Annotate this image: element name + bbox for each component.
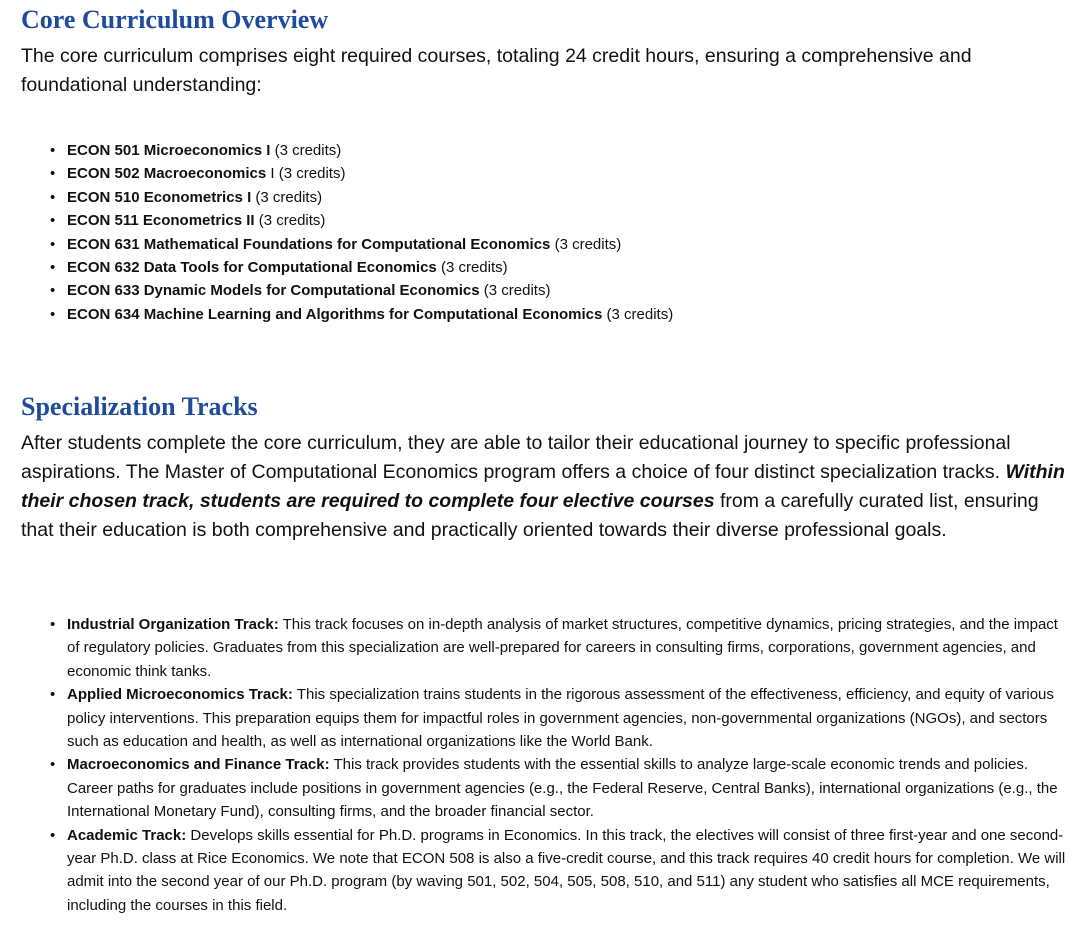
track-description: Develops skills essential for Ph.D. programs in Economics. In this track, the electives will consist of three first-year and one second-year Ph.D. class at Rice Economics. We note that ECON 508 is also a five-credit course, and this track requires 40 credit hours for completion. We will admit into the second year of our Ph.D. program (by waving 501, 502, 504, 505, 508, 510, and 511) any student who satisfies all MCE requirements, including the courses in this field. [67,826,1066,914]
bullet-icon: • [50,188,56,206]
track-description: This specialization trains students in the rigorous assessment of the effectiveness, efficiency, and equity of various policy interventions. This preparation equips them for impactful roles in government agencies, non-governmental organizations (NGOs), and sectors such as education and health, as well as international organizations like the World Bank. [67,686,1054,751]
bullet-icon: • [50,616,56,633]
specialization-intro-text: After students complete the core curriculum, they are able to tailor their educational journey to specific professional aspirations. The Master of Computational Economics program offers a choice of four distinct specialization tracks. [21,432,1011,483]
bullet-icon: • [50,826,56,844]
bullet-icon: • [50,756,56,774]
track-item [21,683,1073,753]
core-curriculum-heading: Core Curriculum Overview [21,5,329,34]
bullet-icon: • [50,282,56,300]
course-credits: (3 credits) [440,259,508,277]
course-item [21,256,673,279]
specialization-intro [21,429,1071,545]
course-name: ECON 634 Machine Learning and Algorithms for Computational Economics [67,305,603,323]
track-name: Academic Track: [67,826,187,844]
bullet-icon: • [50,259,56,277]
track-description: This track focuses on in-depth analysis of market structures, competitive dynamics, pricing strategies, and the impact of regulatory policies. Graduates from this specialization are well-prepared for careers in consulting firms, corporations, government agencies, and economic think tanks. [67,616,1058,680]
course-name: ECON 510 Econometrics I [67,188,252,206]
course-credits: (3 credits) [258,212,326,230]
bullet-icon: • [50,305,56,323]
bullet-icon: • [50,212,56,230]
track-description: This track provides students with the essential skills to analyze large-scale economic trends and policies. Career paths for graduates include positions in government agencies (e.g., the Federal Reserve, Central Banks), international organizations (e.g., the International Monetary Fund), consulting firms, and the broader financial sector. [67,756,1058,821]
bullet-icon: • [50,142,56,159]
course-name: ECON 502 Macroeconomics [67,165,267,183]
course-item [21,139,673,162]
course-item [21,303,673,326]
course-credits: (3 credits) [274,142,342,159]
course-credits: (3 credits) [483,282,551,300]
track-item [21,613,1073,683]
course-name: ECON 632 Data Tools for Computational Economics [67,259,437,277]
course-item [21,279,673,302]
course-item [21,186,673,209]
core-curriculum-intro: The core curriculum comprises eight required courses, totaling 24 credit hours, ensuring a comprehensive and foundational understanding: [21,45,972,96]
bullet-icon: • [50,235,56,253]
track-name: Macroeconomics and Finance Track: [67,756,330,774]
course-credits: (3 credits) [255,188,323,206]
course-name: ECON 501 Microeconomics I [67,142,271,159]
specialization-tracks-heading: Specialization Tracks [21,392,258,421]
track-name: Industrial Organization Track: [67,616,279,633]
course-item [21,162,673,185]
course-name: ECON 633 Dynamic Models for Computational Economics [67,282,480,300]
track-item [21,753,1073,823]
course-item [21,209,673,232]
specialization-intro-emphasis: Within their chosen track, students are required to complete four elective courses [21,461,1065,512]
core-course-list [21,139,673,326]
specialization-intro-text-end: from a carefully curated list, ensuring that their education is both comprehensive and practically oriented towards their diverse professional goals. [21,490,1039,541]
track-name: Applied Microeconomics Track: [67,686,293,704]
track-list [21,613,1073,917]
course-credits: (3 credits) [554,235,622,253]
course-name: ECON 631 Mathematical Foundations for Computational Economics [67,235,551,253]
course-item [21,233,673,256]
course-credits: (3 credits) [606,305,674,323]
bullet-icon: • [50,686,56,704]
course-credits: I (3 credits) [270,165,346,183]
course-name: ECON 511 Econometrics II [67,212,255,230]
bullet-icon: • [50,165,56,183]
track-item [21,824,1073,918]
